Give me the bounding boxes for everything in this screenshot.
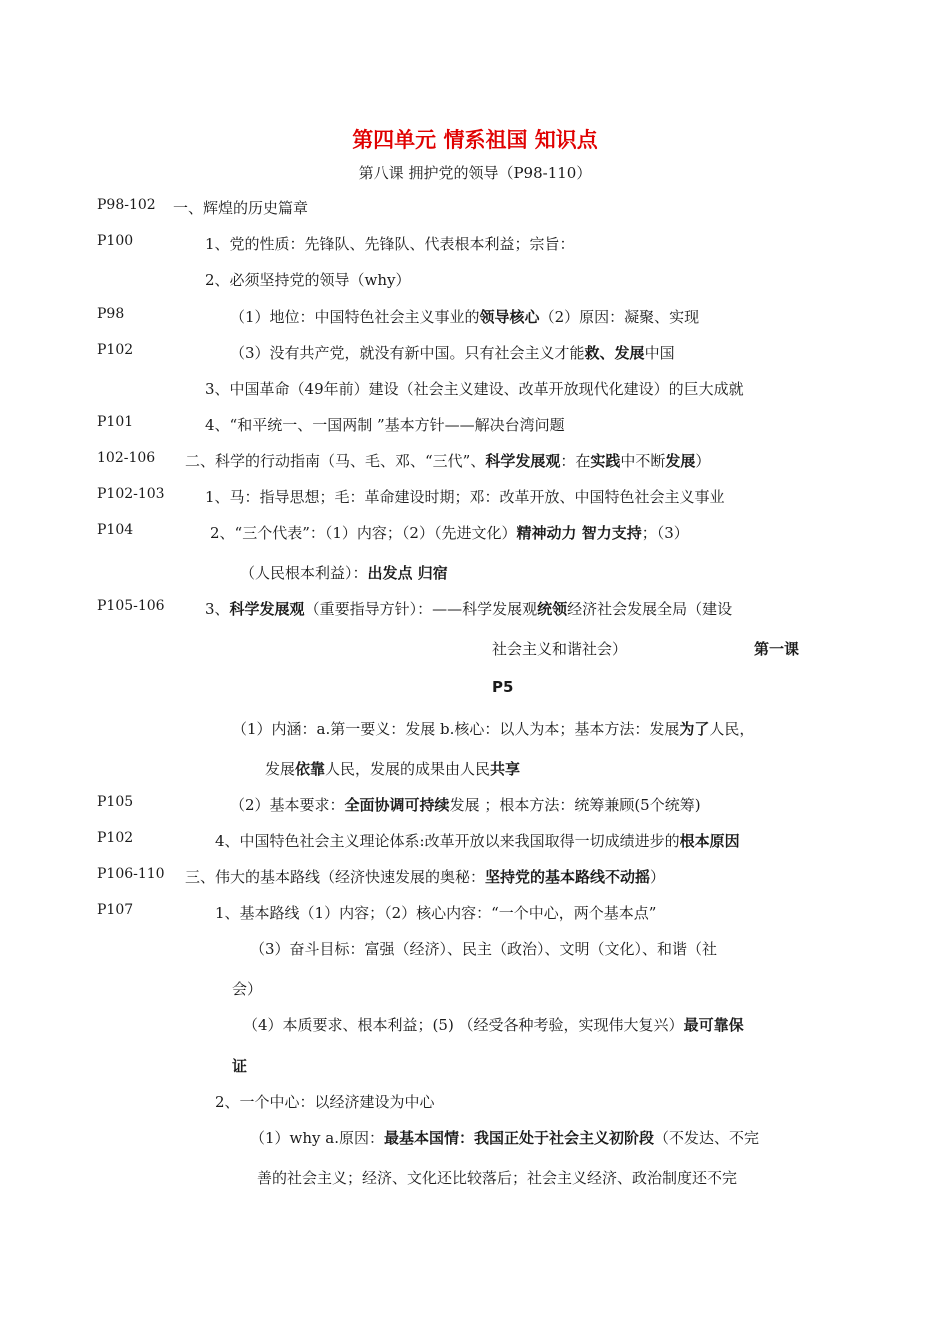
emphasis-text: 救、发展 <box>584 344 645 362</box>
document-line <box>0 378 950 402</box>
line-text <box>205 486 725 507</box>
emphasis-text: 领导核心 <box>479 308 540 326</box>
text-run: 发展 ；根本方法：统筹兼顾(5个统筹) <box>449 796 701 814</box>
document-line <box>0 414 950 438</box>
text-run: ；（3） <box>641 524 689 542</box>
document-line <box>0 342 950 366</box>
emphasis-text: 坚持党的基本路线不动摇 <box>485 868 651 886</box>
document-line <box>0 598 950 622</box>
text-run: 人民， <box>709 720 755 738</box>
line-text <box>492 638 627 659</box>
emphasis-text: 根本原因 <box>679 832 740 850</box>
text-run: （1）why a.原因： <box>250 1129 384 1147</box>
line-text <box>205 233 575 254</box>
emphasis-text: 最可靠保 <box>683 1016 744 1034</box>
line-text <box>215 1091 435 1112</box>
document-line <box>0 638 950 662</box>
line-text <box>185 450 710 471</box>
document-line <box>0 830 950 854</box>
text-run: 社会主义和谐社会） <box>492 640 628 658</box>
text-run: 一、辉煌的历史篇章 <box>173 199 309 217</box>
page-reference: P107 <box>97 902 134 918</box>
emphasis-text: 全面协调可持续 <box>344 796 450 814</box>
emphasis-text: 依靠 <box>295 760 326 778</box>
text-run: 人民，发展的成果由人民 <box>325 760 491 778</box>
text-run: ） <box>650 868 666 886</box>
document-line <box>0 486 950 510</box>
document-line <box>0 233 950 257</box>
document-line <box>0 1127 950 1151</box>
page-reference: P105-106 <box>97 598 165 614</box>
document-line <box>0 450 950 474</box>
line-text <box>232 718 754 739</box>
line-text <box>257 1167 737 1188</box>
text-run: 4、中国特色社会主义理论体系:改革开放以来我国取得一切成绩进步的 <box>215 832 680 850</box>
page-title: 第四单元 情系祖国 知识点 <box>352 128 598 152</box>
line-text <box>185 866 665 887</box>
document-line <box>0 718 950 742</box>
emphasis-text: 最基本国情：我国正处于社会主义初阶段 <box>384 1129 655 1147</box>
emphasis-text: 出发点 归宿 <box>367 564 448 582</box>
line-text <box>230 306 699 327</box>
line-text <box>232 978 262 999</box>
emphasis-text: 科学发展观 <box>229 600 305 618</box>
line-text <box>205 598 732 619</box>
emphasis-text: 共享 <box>490 760 521 778</box>
page-reference: P104 <box>97 522 134 538</box>
emphasis-text: 实践 <box>590 452 621 470</box>
document-line <box>0 866 950 890</box>
emphasis-text: 精神动力 智力支持 <box>516 524 642 542</box>
line-text <box>205 414 565 435</box>
text-run: 二、科学的行动指南（马、毛、邓、“三代”、 <box>185 452 486 470</box>
lesson-subtitle: 第八课 拥护党的领导（P98-110） <box>358 164 592 182</box>
text-run: （不发达、不完 <box>654 1129 760 1147</box>
text-run: （2）基本要求： <box>230 796 345 814</box>
text-run: 3、中国革命（49年前）建设（社会主义建设、改革开放现代化建设）的巨大成就 <box>205 380 744 398</box>
text-run: （3）奋斗目标：富强（经济）、民主（政治）、文明（文化）、和谐（社 <box>250 940 718 958</box>
line-text <box>232 1055 247 1076</box>
page-reference: P106-110 <box>97 866 165 882</box>
document-line <box>0 678 950 702</box>
document-line <box>0 562 950 586</box>
text-run: ：在 <box>560 452 591 470</box>
emphasis-text: 发展 <box>665 452 696 470</box>
emphasis-text: 为了 <box>679 720 710 738</box>
text-run: （1）内涵：a.第一要义：发展 b.核心：以人为本；基本方法：发展 <box>232 720 680 738</box>
emphasis-text: 科学发展观 <box>485 452 561 470</box>
text-run: （重要指导方针）：——科学发展观 <box>304 600 538 618</box>
text-run: ） <box>695 452 711 470</box>
page-reference: P102 <box>97 342 134 358</box>
line-text <box>265 758 520 779</box>
emphasis-text: 证 <box>232 1057 248 1075</box>
page-reference: 102-106 <box>97 450 156 466</box>
text-run: 会） <box>232 980 263 998</box>
text-run: 2、必须坚持党的领导（why） <box>205 271 411 289</box>
page-reference: P105 <box>97 794 134 810</box>
line-text <box>492 678 513 696</box>
line-text <box>250 938 717 959</box>
text-run: 1、马：指导思想；毛：革命建设时期；邓：改革开放、中国特色社会主义事业 <box>205 488 725 506</box>
text-run: 发展 <box>265 760 296 778</box>
document-line <box>0 269 950 293</box>
line-text <box>173 197 308 218</box>
text-run: （4）本质要求、根本利益；(5) （经受各种考验，实现伟大复兴） <box>243 1016 684 1034</box>
text-run: 经济社会发展全局（建设 <box>567 600 733 618</box>
document-line <box>0 197 950 221</box>
line-text <box>205 378 744 399</box>
line-text <box>215 830 740 851</box>
document-line <box>0 938 950 962</box>
line-text <box>250 1127 759 1148</box>
text-run: 3、 <box>205 600 230 618</box>
line-text <box>240 562 448 583</box>
line-text <box>205 269 411 290</box>
line-text <box>210 522 689 543</box>
text-run: 4、“和平统一、一国两制 ”基本方针——解决台湾问题 <box>205 416 565 434</box>
text-run: （3）没有共产党，就没有新中国。只有社会主义才能 <box>230 344 585 362</box>
text-run: 2、“三个代表”：（1）内容；（2）（先进文化） <box>210 524 517 542</box>
text-run: 1、党的性质：先锋队、先锋队、代表根本利益；宗旨： <box>205 235 575 253</box>
emphasis-text: 统领 <box>537 600 568 618</box>
page-reference: P102 <box>97 830 134 846</box>
page-reference: P98 <box>97 306 125 322</box>
document-line <box>0 522 950 546</box>
document-line <box>0 1167 950 1191</box>
document-line <box>0 1091 950 1115</box>
document-line <box>0 794 950 818</box>
document-line <box>0 902 950 926</box>
text-run: 2、一个中心：以经济建设为中心 <box>215 1093 435 1111</box>
page-reference: P101 <box>97 414 134 430</box>
text-run: 1、基本路线（1）内容；（2）核心内容：“一个中心，两个基本点” <box>215 904 657 922</box>
document-line <box>0 306 950 330</box>
page-reference: P98-102 <box>97 197 156 213</box>
text-run: 中不断 <box>620 452 666 470</box>
line-text <box>230 794 701 815</box>
page-reference: P100 <box>97 233 134 249</box>
text-run: （1）地位：中国特色社会主义事业的 <box>230 308 480 326</box>
text-run: 中国 <box>644 344 675 362</box>
text-run: （2）原因：凝聚、实现 <box>539 308 700 326</box>
emphasis-text: 第一课 <box>754 640 800 658</box>
document-line <box>0 1055 950 1079</box>
document-line <box>0 758 950 782</box>
document-line <box>0 1014 950 1038</box>
document-line <box>0 978 950 1002</box>
line-text <box>215 902 656 923</box>
page-reference: P102-103 <box>97 486 165 502</box>
line-text <box>230 342 675 363</box>
text-run: （人民根本利益）： <box>240 564 368 582</box>
line-text <box>243 1014 744 1035</box>
text-run: 善的社会主义；经济、文化还比较落后；社会主义经济、政治制度还不完 <box>257 1169 738 1187</box>
text-run: 三、伟大的基本路线（经济快速发展的奥秘： <box>185 868 486 886</box>
emphasis-text: P5 <box>492 678 514 696</box>
